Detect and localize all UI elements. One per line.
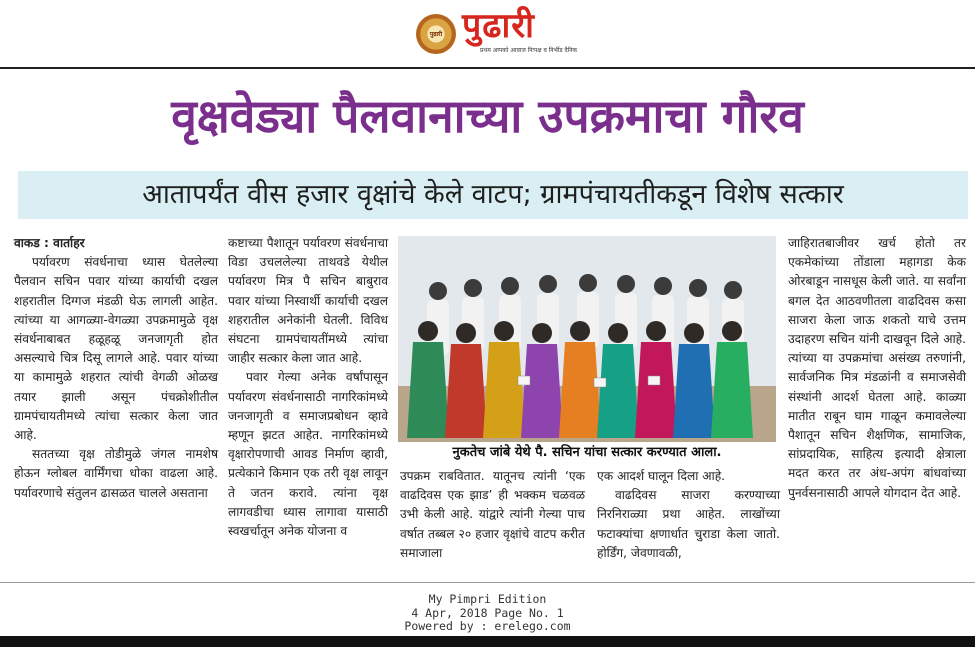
column-5-paragraph-1: जाहिरातबाजीवर खर्च होतो तर एकमेकांच्या तोंडाला महागडा केक ओरबाडून नासधूस केली जाते. या सर्वांना बगल देत आठवणीतला वाढदिवस कसा साजरा केला जाऊ शकतो याचे उत्तम उदाहरण सचिन यांनी दाखवून दिले आहे. त्यांच्या या उपक्रमांचा असंख्य तरुणांनी, सार्वजनिक मित्र मंडळांनी व समाजसेवी संस्थांनी आदर्श घेतला आहे. काळ्या मातीत राबून घाम गाळून कमावलेल्या पैशातून सचिन शैक्षणिक, सामाजिक, सांप्रदायिक, साहित्य इत्यादी क्षेत्राला मदत करत तर अंध-अपंग बांधवांच्या पुनर्वसनासाठी आपले योगदान देत आहे. bbox=[788, 236, 966, 500]
article-photo bbox=[398, 236, 776, 442]
article-column-3 bbox=[400, 467, 585, 563]
newspaper-tagline: प्रथम आपको आवाज निःपक्ष व निर्भीड दैनिक bbox=[480, 47, 578, 54]
powered-by-link[interactable]: Powered by : erelego.com bbox=[404, 619, 571, 633]
newspaper-logo-title: पुढारी bbox=[462, 6, 535, 46]
article-column-4 bbox=[597, 467, 780, 563]
column-1-paragraph-1: पर्यावरण संवर्धनाचा ध्यास घेतलेल्या पैलवान सचिन पवार यांच्या कार्याची दखल शहरातील दिग्गज मंडळी घेऊ लागली आहेत. त्यांच्या या आगळ्या-वेगळ्या उपक्रमामुळे वृक्ष संवर्धनाबाबत हळूहळू जनजागृती होत असल्याचे चित्र दिसू लागले आहे. पवार यांच्या या कामामुळे शहरात त्यांची वेगळी ओळख तयार झाली असून पंचक्रोशीतील ग्रामपंचायतीमध्ये त्यांचा सत्कार केला जात आहे. bbox=[14, 255, 218, 443]
edition-name: My Pimpri Edition bbox=[428, 592, 547, 606]
column-3-paragraph-1: उपक्रम राबवितात. यातूनच त्यांनी ‘एक वाढदिवस एक झाड’ ही भक्कम चळवळ उभी केली आहे. यांद्वारे त्यांनी गेल्या पाच वर्षात तब्बल २० हजार वृक्षांचे वाटप करीत समाजाला bbox=[400, 469, 585, 560]
article-byline: वाकड : वार्ताहर bbox=[14, 236, 85, 250]
group-photo-illustration bbox=[398, 236, 776, 442]
article-column-5 bbox=[788, 234, 966, 503]
column-4-paragraph-1: एक आदर्श घालून दिला आहे. bbox=[597, 469, 726, 483]
column-2-paragraph-1: कष्टाच्या पैशातून पर्यावरण संवर्धनाचा विडा उचललेल्या ताथवडे येथील पर्यावरण मित्र पै सचिन बाबुराव पवार यांच्या निस्वार्थी कार्याची दखल शहरातील अनेकांनी घेतली. विविध संघटना ग्रामपंचायतींमध्ये त्यांचा जाहीर सत्कार केला जात आहे. bbox=[228, 236, 388, 366]
column-2-paragraph-2: पवार गेल्या अनेक वर्षांपासून पर्यावरण संवर्धनासाठी नागरिकांमध्ये जनजागृती व समाजप्रबोधन व्हावे म्हणून झटत आहेत. नागरिकांमध्ये वृक्षारोपणाची आवड निर्माण व्हावी, प्रत्येकाने किमान एक तरी वृक्ष लावून ते जतन करावे. त्यांना वृक्ष लागवडीचा ध्यास लागावा यासाठी स्वखर्चातून अनेक योजना व bbox=[228, 370, 388, 539]
article-subheadline: आतापर्यंत वीस हजार वृक्षांचे केले वाटप; ग्रामपंचायतीकडून विशेष सत्कार bbox=[142, 179, 844, 210]
article-column-2 bbox=[228, 234, 388, 541]
photo-caption: नुकतेच जांबे येथे पै. सचिन यांचा सत्कार करण्यात आला. bbox=[452, 445, 722, 460]
newspaper-emblem-icon bbox=[416, 14, 456, 54]
bottom-band bbox=[0, 636, 975, 647]
column-4-paragraph-2: वाढदिवस साजरा करण्याच्या निरनिराळ्या प्रथा आहेत. लाखोंच्या फटाक्यांचा क्षणार्धात चुराडा केला जातो. होर्डिंग, जेवणावळी, bbox=[597, 488, 780, 560]
masthead bbox=[0, 0, 975, 66]
masthead-divider bbox=[0, 67, 975, 69]
footer-divider bbox=[0, 582, 975, 583]
article-headline: वृक्षवेड्या पैलवानाच्या उपक्रमाचा गौरव bbox=[171, 89, 804, 143]
article-column-1 bbox=[14, 234, 218, 503]
column-1-paragraph-2: सततच्या वृक्ष तोडीमुळे जंगल नामशेष होऊन ग्लोबल वार्मिंगचा धोका वाढला आहे. पर्यावरणाचे संतुलन ढासळत चालले असताना bbox=[14, 447, 218, 500]
edition-date-page: 4 Apr, 2018 Page No. 1 bbox=[411, 605, 564, 620]
edition-footer bbox=[0, 593, 975, 634]
emblem-text: पुढारी bbox=[429, 31, 443, 38]
